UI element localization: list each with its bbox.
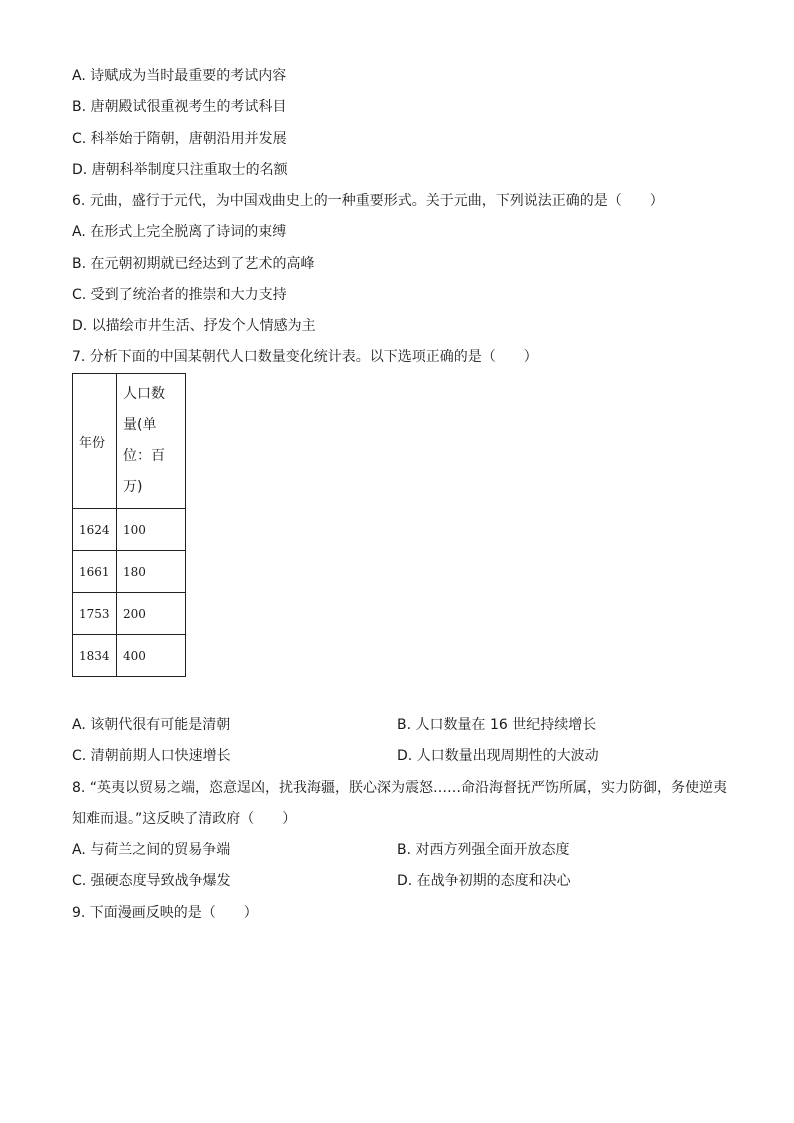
q7-option-c: C. 清朝前期人口快速增长	[72, 748, 231, 764]
cell-population: 180	[117, 551, 186, 593]
q8-stem-line2: 知难而退。”这反映了清政府（ ）	[72, 811, 297, 827]
header-population	[117, 374, 186, 509]
cell-population: 400	[117, 635, 186, 677]
q5-option-b: B. 唐朝殿试很重视考生的考试科目	[72, 99, 287, 115]
table-row	[73, 509, 186, 551]
table-row	[73, 635, 186, 677]
population-table	[72, 373, 186, 677]
q7-option-a: A. 该朝代很有可能是清朝	[72, 717, 231, 733]
q5-option-c: C. 科举始于隋朝，唐朝沿用并发展	[72, 131, 287, 147]
q6-option-b: B. 在元朝初期就已经达到了艺术的高峰	[72, 256, 315, 272]
q8-stem-line1: 8. “英夷以贸易之端，恣意逞凶，扰我海疆，朕心深为震怒……命沿海督抚严饬所属，实力防御，务使逆夷	[72, 780, 728, 796]
table-row	[73, 593, 186, 635]
q8-option-c: C. 强硬态度导致战争爆发	[72, 873, 231, 889]
table-row	[73, 551, 186, 593]
q8-option-a: A. 与荷兰之间的贸易争端	[72, 842, 231, 858]
cell-population: 200	[117, 593, 186, 635]
header-population-line: 人口数	[123, 386, 165, 402]
table-header-row	[73, 374, 186, 509]
header-population-line: 量(单	[123, 417, 157, 433]
q7-option-d: D. 人口数量出现周期性的大波动	[397, 748, 599, 764]
q8-option-b: B. 对西方列强全面开放态度	[397, 842, 570, 858]
cell-year: 1753	[73, 593, 117, 635]
cell-year: 1661	[73, 551, 117, 593]
q7-stem: 7. 分析下面的中国某朝代人口数量变化统计表。以下选项正确的是（ ）	[72, 349, 538, 365]
q8-option-d: D. 在战争初期的态度和决心	[397, 873, 571, 889]
q6-option-c: C. 受到了统治者的推崇和大力支持	[72, 287, 287, 303]
q5-option-d: D. 唐朝科举制度只注重取士的名额	[72, 162, 288, 178]
header-population-line: 万)	[123, 479, 143, 495]
q5-option-a: A. 诗赋成为当时最重要的考试内容	[72, 68, 287, 84]
q9-stem: 9. 下面漫画反映的是（ ）	[72, 905, 258, 921]
header-year: 年份	[73, 374, 117, 509]
cell-year: 1624	[73, 509, 117, 551]
header-population-line: 位：百	[123, 448, 165, 464]
q6-option-d: D. 以描绘市井生活、抒发个人情感为主	[72, 318, 316, 334]
q6-stem: 6. 元曲，盛行于元代，为中国戏曲史上的一种重要形式。关于元曲，下列说法正确的是（ ）	[72, 193, 664, 209]
cell-year: 1834	[73, 635, 117, 677]
cell-population: 100	[117, 509, 186, 551]
q6-option-a: A. 在形式上完全脱离了诗词的束缚	[72, 224, 287, 240]
q7-option-b: B. 人口数量在 16 世纪持续增长	[397, 717, 597, 733]
